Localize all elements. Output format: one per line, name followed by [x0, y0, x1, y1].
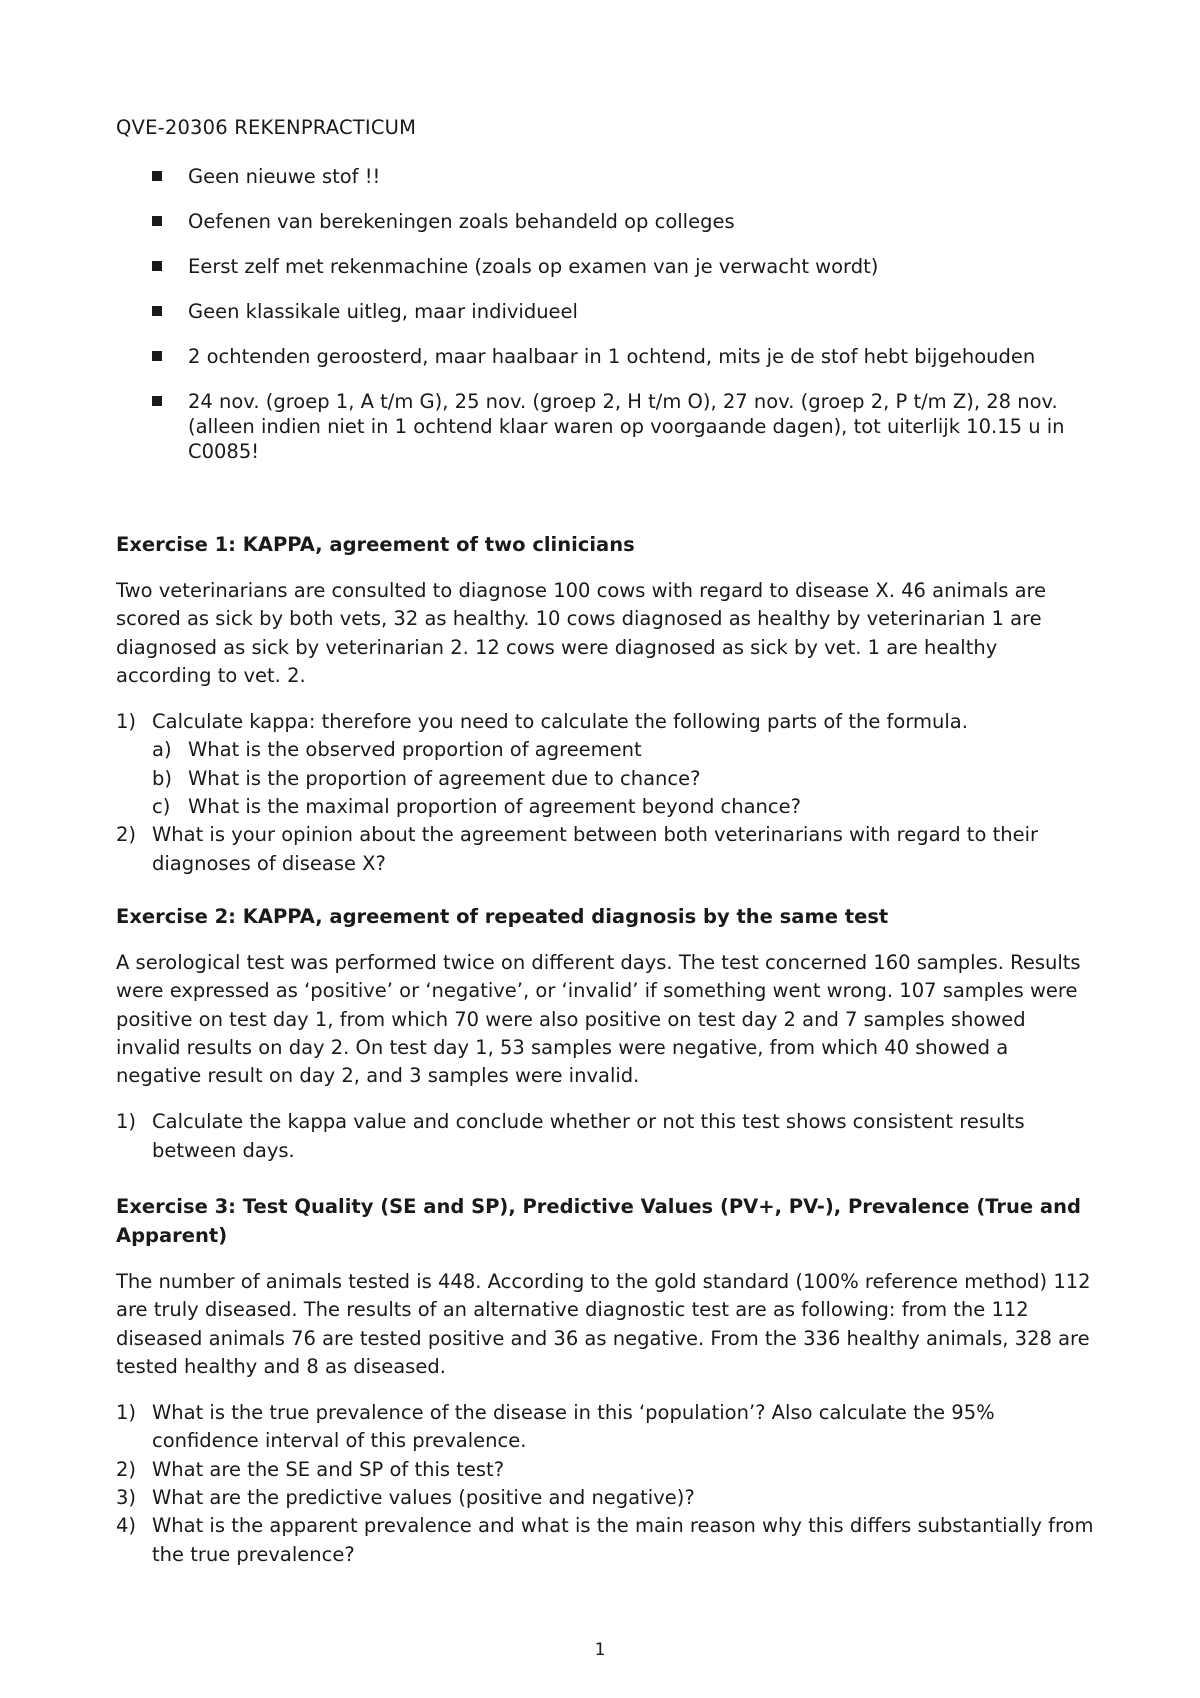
- exercise-2-heading: Exercise 2: KAPPA, agreement of repeated diagnosis by the same test: [116, 905, 889, 928]
- exercise-1-heading: Exercise 1: KAPPA, agreement of two clinicians: [116, 533, 635, 556]
- question-item: 2) What is your opinion about the agreement between both veterinarians with regard to their diagnoses of disease X?: [116, 823, 1039, 875]
- square-bullet-icon: [152, 396, 162, 406]
- exercise-2-questions: [116, 1108, 1096, 1165]
- sub-question-item: c) What is the maximal proportion of agreement beyond chance?: [152, 795, 801, 819]
- question-item: 3) What are the predictive values (positive and negative)?: [116, 1486, 695, 1510]
- bullet-item: 24 nov. (groep 1, A t/m G), 25 nov. (groep 2, H t/m O), 27 nov. (groep 2, P t/m Z), 28 nov. (alleen indien niet in 1 ochtend klaar waren op voorgaande dagen), tot uiterlijk 10.15 u in C0085!: [152, 389, 1102, 464]
- square-bullet-icon: [152, 171, 162, 181]
- question-item: 1) Calculate kappa: therefore you need to calculate the following parts of the formula. a) What is the observed proportion of agreement b) What is the proportion of agreement due to chance? c) What is the maximal proportion of agreement beyond chance?: [116, 708, 1096, 821]
- exercise-2: [116, 902, 1096, 1165]
- page-title: QVE-20306 REKENPRACTICUM: [116, 116, 417, 139]
- sub-question-item: b) What is the proportion of agreement due to chance?: [152, 766, 701, 790]
- sub-question-item: a) What is the observed proportion of agreement: [152, 738, 642, 762]
- question-item: 2) What are the SE and SP of this test?: [116, 1457, 505, 1481]
- question-item: 1) Calculate the kappa value and conclude whether or not this test shows consistent results between days.: [116, 1110, 1025, 1162]
- bullet-item: Eerst zelf met rekenmachine (zoals op examen van je verwacht wordt): [152, 254, 1102, 279]
- sub-question-list: [152, 736, 1096, 821]
- question-item: 4) What is the apparent prevalence and what is the main reason why this differs substantially from the true prevalence?: [116, 1514, 1094, 1566]
- exercise-1: [116, 530, 1096, 878]
- square-bullet-icon: [152, 351, 162, 361]
- page-number: 1: [594, 1640, 606, 1660]
- square-bullet-icon: [152, 216, 162, 226]
- exercise-1-questions: [116, 708, 1096, 878]
- exercise-3-questions: [116, 1399, 1096, 1569]
- exercise-3-text: The number of animals tested is 448. According to the gold standard (100% reference method) 112 are truly diseased. The results of an alternative diagnostic test are as following: from the 112 diseased animals 76 are tested positive and 36 as negative. From the 336 healthy animals, 328 are tested healthy and 8 as diseased.: [116, 1270, 1091, 1378]
- bullet-item: Geen nieuwe stof !!: [152, 164, 1102, 189]
- exercise-3: [116, 1192, 1096, 1569]
- exercise-3-heading: Exercise 3: Test Quality (SE and SP), Predictive Values (PV+, PV-), Prevalence (True and Apparent): [116, 1195, 1081, 1247]
- intro-bullet-list: [152, 164, 1102, 484]
- bullet-item: Geen klassikale uitleg, maar individueel: [152, 299, 1102, 324]
- bullet-item: 2 ochtenden geroosterd, maar haalbaar in 1 ochtend, mits je de stof hebt bijgehouden: [152, 344, 1102, 369]
- square-bullet-icon: [152, 306, 162, 316]
- square-bullet-icon: [152, 261, 162, 271]
- question-item: 1) What is the true prevalence of the disease in this ‘population’? Also calculate the 95% confidence interval of this prevalence.: [116, 1401, 995, 1453]
- exercise-2-text: A serological test was performed twice on different days. The test concerned 160 samples. Results were expressed as ‘positive’ or ‘negative’, or ‘invalid’ if something went wrong. 107 samples were positive on test day 1, from which 70 were also positive on test day 2 and 7 samples showed invalid results on day 2. On test day 1, 53 samples were negative, from which 40 showed a negative result on day 2, and 3 samples were invalid.: [116, 951, 1081, 1088]
- exercise-1-text: Two veterinarians are consulted to diagnose 100 cows with regard to disease X. 46 animals are scored as sick by both vets, 32 as healthy. 10 cows diagnosed as healthy by veterinarian 1 are diagnosed as sick by veterinarian 2. 12 cows were diagnosed as sick by vet. 1 are healthy according to vet. 2.: [116, 579, 1047, 687]
- bullet-item: Oefenen van berekeningen zoals behandeld op colleges: [152, 209, 1102, 234]
